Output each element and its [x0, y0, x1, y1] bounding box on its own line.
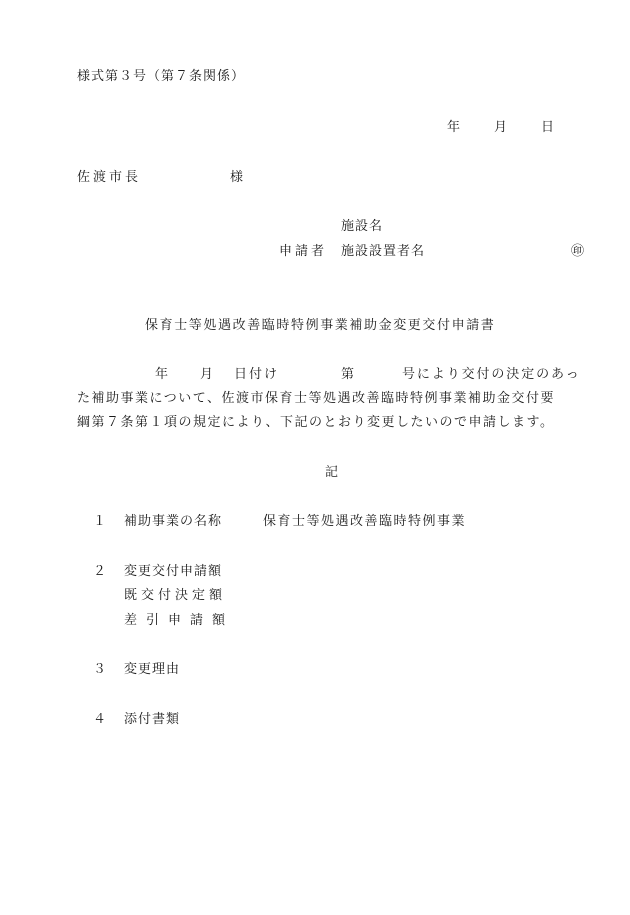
document-title: 保育士等処遇改善臨時特例事業補助金変更交付申請書 — [145, 318, 496, 333]
item-1-number: １ — [93, 514, 108, 529]
founder-name-label: 施設設置者名 — [341, 244, 426, 259]
note-mark: 記 — [325, 465, 340, 480]
item-1-label: 補助事業の名称 — [124, 514, 223, 529]
item-4-label: 添付書類 — [124, 712, 181, 727]
body-line-1-text: 号により交付の決定のあっ — [402, 367, 581, 382]
item-2-number: ２ — [93, 564, 108, 579]
item-2-label-2: 既交付決定額 — [124, 588, 227, 603]
body-line-1-date-suffix: 日付け — [234, 367, 280, 382]
form-number: 様式第３号（第７条関係） — [77, 69, 246, 84]
applicant-label: 申請者 — [279, 244, 328, 259]
item-2-label-3: 差引申請額 — [124, 613, 235, 628]
item-1-value: 保育士等処遇改善臨時特例事業 — [263, 514, 467, 529]
date-month: 月 — [494, 120, 509, 135]
item-4-number: ４ — [93, 712, 108, 727]
item-3-number: ３ — [93, 662, 108, 677]
body-line-2: た補助事業について、佐渡市保育士等処遇改善臨時特例事業補助金交付要 — [77, 391, 555, 406]
item-2-label-1: 変更交付申請額 — [124, 564, 223, 579]
body-line-1-no-prefix: 第 — [341, 367, 356, 382]
item-3-label: 変更理由 — [124, 662, 181, 677]
date-year: 年 — [447, 120, 462, 135]
facility-name-label: 施設名 — [341, 219, 384, 234]
body-line-1-year: 年 — [155, 367, 170, 382]
body-line-3: 綱第７条第１項の規定により、下記のとおり変更したいので申請します。 — [77, 415, 555, 430]
addressee-name: 佐渡市長 — [77, 170, 142, 185]
date-day: 日 — [541, 120, 556, 135]
seal-mark: ㊞ — [571, 244, 586, 259]
body-line-1-month: 月 — [200, 367, 215, 382]
addressee-honorific: 様 — [230, 170, 245, 185]
